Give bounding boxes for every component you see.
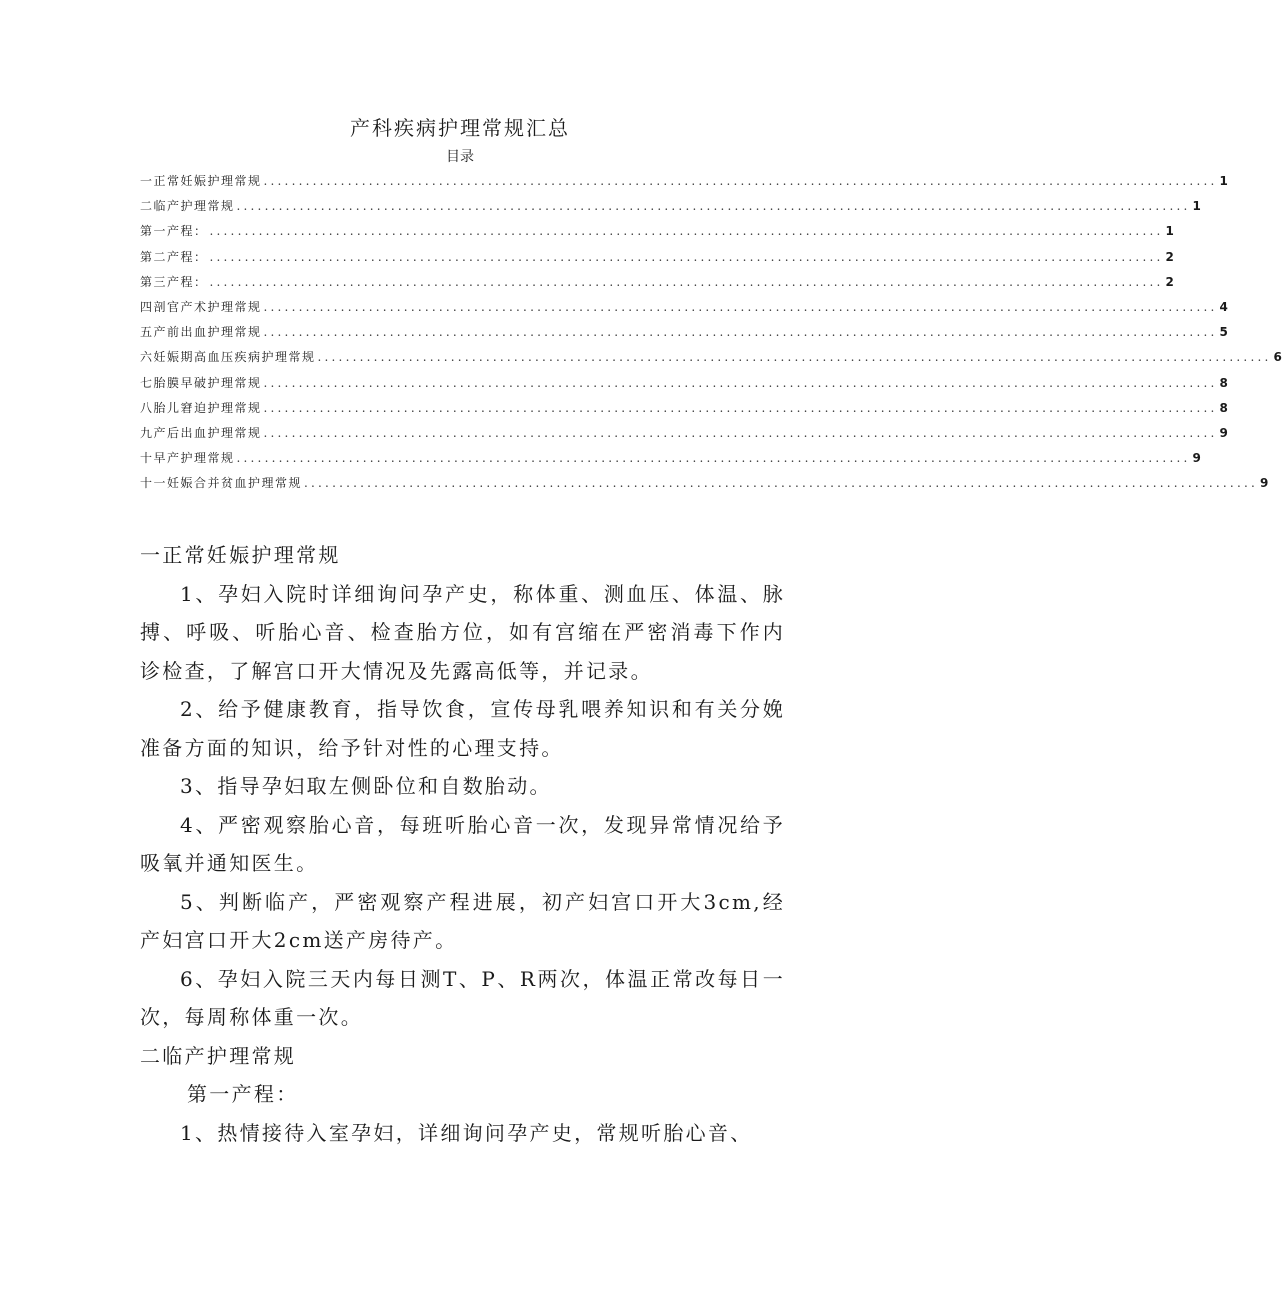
subsection-heading-first-stage: 第一产程： <box>187 1082 299 1106</box>
toc-item-page: 1 <box>1192 199 1201 214</box>
toc-item-page: 9 <box>1219 425 1228 440</box>
section-heading-labor: 二临产护理常规 <box>140 1043 297 1068</box>
paragraph: 6、孕妇入院三天内每日测T、P、R两次，体温正常改每日一次，每周称体重一次。 <box>140 966 785 1029</box>
toc-item[interactable] <box>140 172 1228 197</box>
toc-item-label: 第三产程： <box>140 274 208 289</box>
toc-item-label: 五产前出血护理常规 <box>140 325 262 340</box>
toc-item[interactable] <box>140 222 1174 247</box>
paragraph: 1、热情接待入室孕妇，详细询问孕产史，常规听胎心音、 <box>180 1120 753 1145</box>
toc-item[interactable] <box>140 449 1201 474</box>
toc-item[interactable] <box>140 197 1201 222</box>
toc-leader-dots: ........................................................................................................................................ <box>263 400 1218 415</box>
toc-item-label: 第一产程： <box>140 224 208 239</box>
toc-item-label: 一正常妊娠护理常规 <box>140 174 262 188</box>
paragraph: 1、孕妇入院时详细询问孕产史，称体重、测血压、体温、脉搏、呼吸、听胎心音、检查胎方位，如有宫缩在严密消毒下作内诊检查，了解宫口开大情况及先露高低等，并记录。 <box>140 581 785 683</box>
toc-item-label: 九产后出血护理常规 <box>140 425 262 440</box>
toc-leader-dots: ........................................................................................................................................ <box>263 375 1218 390</box>
toc-item-page: 1 <box>1165 224 1174 239</box>
toc-leader-dots: ........................................................................................................................................ <box>209 224 1164 239</box>
toc-item[interactable] <box>140 323 1228 348</box>
toc-item[interactable] <box>140 474 1269 499</box>
toc-item-page: 6 <box>1273 350 1282 365</box>
toc-item-page: 8 <box>1219 375 1228 390</box>
toc-item[interactable] <box>140 298 1228 323</box>
toc-item-page: 2 <box>1165 274 1174 289</box>
toc-leader-dots: ........................................................................................................................................ <box>263 325 1218 340</box>
toc-leader-dots: ........................................................................................................................................ <box>304 476 1258 491</box>
toc-item-page: 1 <box>1219 174 1228 188</box>
section-heading-normal-pregnancy: 一正常妊娠护理常规 <box>140 543 341 567</box>
toc-item-page: 8 <box>1219 400 1228 415</box>
toc-item-page: 5 <box>1219 325 1228 340</box>
paragraph: 3、指导孕妇取左侧卧位和自数胎动。 <box>180 774 552 798</box>
toc-item[interactable] <box>140 248 1174 273</box>
document-title: 产科疾病护理常规汇总 <box>350 116 570 140</box>
toc-item-page: 2 <box>1165 249 1174 264</box>
document-body <box>140 536 785 1152</box>
paragraph: 4、严密观察胎心音，每班听胎心音一次，发现异常情况给予吸氧并通知医生。 <box>140 812 785 875</box>
toc-leader-dots: ........................................................................................................................................ <box>236 199 1191 214</box>
toc-leader-dots: ........................................................................................................................................ <box>209 249 1164 264</box>
paragraph: 5、判断临产，严密观察产程进展，初产妇宫口开大3cm,经产妇宫口开大2cm送产房待产。 <box>140 889 785 952</box>
toc-item-label: 十早产护理常规 <box>140 451 235 466</box>
toc-title: 目录 <box>446 149 474 165</box>
toc-leader-dots: ........................................................................................................................................ <box>263 425 1218 440</box>
toc-leader-dots: ........................................................................................................................................ <box>236 451 1191 466</box>
toc-item-label: 六妊娠期高血压疾病护理常规 <box>140 350 316 365</box>
toc-leader-dots: ........................................................................................................................................ <box>317 350 1272 365</box>
toc-item-page: 9 <box>1192 451 1201 466</box>
toc-item[interactable] <box>140 424 1228 449</box>
toc-item[interactable] <box>140 273 1174 298</box>
toc-item-label: 八胎儿窘迫护理常规 <box>140 400 262 415</box>
toc-leader-dots: ........................................................................................................................................ <box>263 174 1218 188</box>
toc-item[interactable] <box>140 374 1228 399</box>
toc-item-page: 9 <box>1259 476 1269 491</box>
toc-item-label: 十一妊娠合并贫血护理常规 <box>140 476 303 491</box>
toc-item[interactable] <box>140 348 1282 373</box>
toc-item-label: 七胎膜早破护理常规 <box>140 375 262 390</box>
toc-item-page: 4 <box>1219 299 1228 314</box>
toc-item-label: 四剖官产术护理常规 <box>140 299 262 314</box>
toc-item-label: 第二产程： <box>140 249 208 264</box>
toc-item-label: 二临产护理常规 <box>140 199 235 214</box>
toc-leader-dots: ........................................................................................................................................ <box>209 274 1164 289</box>
toc-item[interactable] <box>140 399 1228 424</box>
toc-leader-dots: ........................................................................................................................................ <box>263 299 1218 314</box>
paragraph: 2、给予健康教育，指导饮食，宣传母乳喂养知识和有关分娩准备方面的知识，给予针对性的心理支持。 <box>140 697 785 760</box>
table-of-contents <box>140 172 1282 499</box>
